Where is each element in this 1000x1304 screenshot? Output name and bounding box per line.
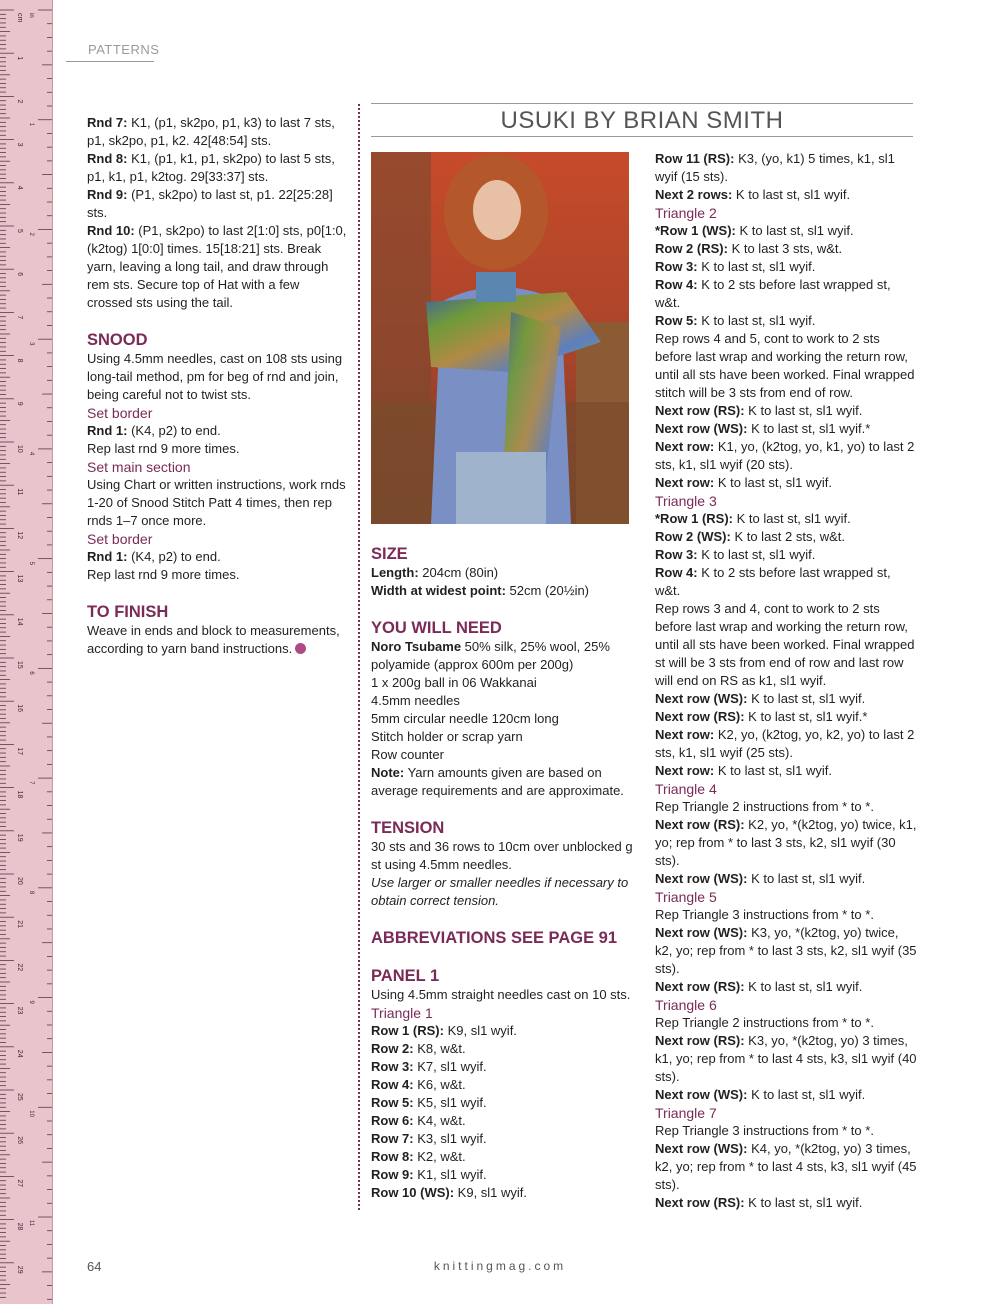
border-rep: Rep last rnd 9 more times. [87, 441, 240, 456]
ruler-cm-label: 20 [16, 877, 23, 885]
ruler-cm-label: 25 [16, 1093, 23, 1101]
t2-row4: Row 4: K to 2 sts before last wrapped st, w&t. [655, 277, 891, 310]
tension-text: 30 sts and 36 rows to 10cm over unblocked g st using 4.5mm needles. [371, 839, 633, 872]
rnd10-line: Rnd 10: (P1, sk2po) to last 2[1:0] sts, p0[1:0, (k2tog) 1[0:0] times. 15[18:21] sts. Break yarn, leaving a long tail, and draw through rem sts. Secure top of Hat with a few crossed sts using the tail. [87, 223, 347, 310]
row-line: Row 1 (RS): K9, sl1 wyif. [371, 1023, 517, 1038]
need-item: 5mm circular needle 120cm long [371, 711, 559, 726]
ruler-cm-label: 27 [16, 1179, 23, 1188]
ruler-cm-label: 28 [16, 1222, 23, 1231]
t2-row5: Row 5: K to last st, sl1 wyif. [655, 313, 816, 328]
ruler-in-label: 5 [28, 561, 34, 565]
main-text: Using Chart or written instructions, work rnds 1-20 of Snood Stitch Patt 4 times, then rep rnds 1–7 once more. [87, 477, 346, 528]
set-main-heading: Set main section [87, 459, 191, 475]
ruler-in-label: 10 [28, 1110, 34, 1117]
ruler-cm-label: cm [16, 13, 23, 23]
t2-next3: Next row: K1, yo, (k2tog, yo, k1, yo) to last 2 sts, k1, sl1 wyif (20 sts). [655, 439, 915, 472]
t6-next1: Next row (RS): K3, yo, *(k2tog, yo) 3 times, k1, yo; rep from * to last 4 sts, k3, sl1 wyif (40 sts). [655, 1033, 917, 1084]
ruler-in-label: 7 [28, 781, 34, 785]
t3-next3: Next row: K2, yo, (k2tog, yo, k2, yo) to last 2 sts, k1, sl1 wyif (25 sts). [655, 727, 915, 760]
t4-rep: Rep Triangle 2 instructions from * to *. [655, 799, 874, 814]
row-line: Row 7: K3, sl1 wyif. [371, 1131, 487, 1146]
t7-next2: Next row (RS): K to last st, sl1 wyif. [655, 1195, 863, 1210]
ruler-in-label: 2 [28, 232, 34, 236]
ruler-cm-label: 5 [16, 229, 23, 233]
t2-next4: Next row: K to last st, sl1 wyif. [655, 475, 832, 490]
ruler-cm-label: 18 [16, 790, 23, 799]
set-border2-heading: Set border [87, 531, 153, 547]
ruler-cm-label: 16 [16, 704, 23, 712]
section-label: PATTERNS [88, 42, 160, 57]
model-wearing-shawl-image [371, 152, 629, 524]
ruler-in-label: 11 [28, 1220, 34, 1227]
ruler-in-label: 4 [28, 451, 34, 456]
triangle5-heading: Triangle 5 [655, 889, 717, 905]
t2-row2: Row 2 (RS): K to last 3 sts, w&t. [655, 241, 843, 256]
triangle2-heading: Triangle 2 [655, 205, 717, 221]
left-column [87, 114, 347, 658]
t2-rep: Rep rows 4 and 5, cont to work to 2 sts before last wrap and working the return row, until all sts have been worked. Final wrapped stitch will be 3 sts from end of row. [655, 331, 915, 400]
row11-line: Row 11 (RS): K3, (yo, k1) 5 times, k1, sl1 wyif (15 sts). [655, 151, 895, 184]
ruler-in-label: in [28, 13, 34, 18]
t2-row3: Row 3: K to last st, sl1 wyif. [655, 259, 816, 274]
need-item: 1 x 200g ball in 06 Wakkanai [371, 675, 537, 690]
width-line: Width at widest point: 52cm (20½in) [371, 583, 590, 598]
finish-heading: TO FINISH [87, 603, 169, 621]
ruler-in-label: 8 [28, 890, 34, 895]
rnd8-line: Rnd 8: K1, (p1, k1, p1, sk2po) to last 5 sts, p1, k1, p1, k2tog. 29[33:37] sts. [87, 151, 335, 184]
model-photo [371, 152, 629, 524]
t7-rep: Rep Triangle 3 instructions from * to *. [655, 1123, 874, 1138]
ruler-cm-label: 7 [16, 315, 23, 320]
row-line: Row 8: K2, w&t. [371, 1149, 466, 1164]
ruler-cm-label: 12 [16, 531, 23, 540]
triangle1-heading: Triangle 1 [371, 1005, 433, 1021]
rnd7-line: Rnd 7: K1, (p1, sk2po, p1, k3) to last 7 sts, p1, sk2po, p1, k2. 42[48:54] sts. [87, 115, 335, 148]
pattern-title: USUKI BY BRIAN SMITH [500, 107, 784, 134]
note-line: Note: Yarn amounts given are based on average requirements and are approximate. [371, 765, 624, 798]
ruler-cm-label: 9 [16, 401, 23, 406]
abbreviations-heading: ABBREVIATIONS SEE PAGE 91 [371, 929, 618, 947]
ruler-cm-label: 10 [16, 445, 23, 453]
ruler-cm-label: 15 [16, 661, 23, 669]
t7-next1: Next row (WS): K4, yo, *(k2tog, yo) 3 times, k2, yo; rep from * to last 4 sts, k3, sl1 wyif (45 sts). [655, 1141, 917, 1192]
triangle6-heading: Triangle 6 [655, 997, 717, 1013]
triangle3-heading: Triangle 3 [655, 493, 717, 509]
title-bar [371, 103, 913, 137]
t3-next1: Next row (WS): K to last st, sl1 wyif. [655, 691, 866, 706]
border2-rnd1: Rnd 1: (K4, p2) to end. [87, 549, 221, 564]
triangle4-heading: Triangle 4 [655, 781, 717, 797]
ruler-cm-label: 3 [16, 142, 23, 147]
next2-line: Next 2 rows: K to last st, sl1 wyif. [655, 187, 851, 202]
t4-next1: Next row (RS): K2, yo, *(k2tog, yo) twice, k1, yo; rep from * to last 3 sts, k2, sl1 wyif (30 sts). [655, 817, 917, 868]
row-line: Row 3: K7, sl1 wyif. [371, 1059, 487, 1074]
yarn-ball-icon [295, 643, 306, 654]
ruler-cm-label: 2 [16, 99, 23, 104]
t5-rep: Rep Triangle 3 instructions from * to *. [655, 907, 874, 922]
ruler-in-label: 1 [28, 122, 34, 127]
tension-heading: TENSION [371, 819, 445, 837]
site-url: knittingmag.com [433, 1259, 567, 1273]
row-line: Row 5: K5, sl1 wyif. [371, 1095, 487, 1110]
border-rnd1: Rnd 1: (K4, p2) to end. [87, 423, 221, 438]
ruler-cm-label: 8 [16, 358, 23, 363]
ruler-cm-label: 21 [16, 920, 23, 928]
panel-text: Using 4.5mm straight needles cast on 10 sts. [371, 987, 631, 1002]
ruler-cm-label: 6 [16, 272, 23, 277]
t2-next2: Next row (WS): K to last st, sl1 wyif.* [655, 421, 871, 436]
ruler-in-label: 3 [28, 342, 34, 346]
need-item: Row counter [371, 747, 444, 762]
right-column [655, 150, 917, 1212]
set-border-heading: Set border [87, 405, 153, 421]
ruler-cm-label: 26 [16, 1136, 23, 1144]
ruler-in-label: 6 [28, 671, 34, 675]
need-item: Stitch holder or scrap yarn [371, 729, 523, 744]
t3-next4: Next row: K to last st, sl1 wyif. [655, 763, 832, 778]
row-line: Row 6: K4, w&t. [371, 1113, 466, 1128]
snood-text: Using 4.5mm needles, cast on 108 sts using long-tail method, pm for beg of rnd and join, being careful not to twist sts. [87, 351, 343, 402]
ruler-cm-label: 13 [16, 574, 23, 583]
t2-row1: *Row 1 (WS): K to last st, sl1 wyif. [655, 223, 854, 238]
finish-text: Weave in ends and block to measurements, according to yarn band instructions. [87, 623, 340, 656]
ruler-cm-label: 11 [16, 488, 23, 496]
t5-next2: Next row (RS): K to last st, sl1 wyif. [655, 979, 863, 994]
row-line: Row 4: K6, w&t. [371, 1077, 466, 1092]
ruler-cm-label: 24 [16, 1049, 23, 1058]
t5-next1: Next row (WS): K3, yo, *(k2tog, yo) twice, k2, yo; rep from * to last 3 sts, k2, sl1 wyif (35 sts). [655, 925, 917, 976]
t6-rep: Rep Triangle 2 instructions from * to *. [655, 1015, 874, 1030]
snood-heading: SNOOD [87, 331, 148, 349]
row-line: Row 9: K1, sl1 wyif. [371, 1167, 487, 1182]
t3-next2: Next row (RS): K to last st, sl1 wyif.* [655, 709, 868, 724]
need-heading: YOU WILL NEED [371, 619, 502, 637]
row-line: Row 2: K8, w&t. [371, 1041, 466, 1056]
triangle7-heading: Triangle 7 [655, 1105, 717, 1121]
t2-next1: Next row (RS): K to last st, sl1 wyif. [655, 403, 863, 418]
middle-column [371, 544, 633, 1202]
t6-next2: Next row (WS): K to last st, sl1 wyif. [655, 1087, 866, 1102]
side-ruler [0, 0, 53, 1304]
size-heading: SIZE [371, 545, 408, 563]
t4-next2: Next row (WS): K to last st, sl1 wyif. [655, 871, 866, 886]
length-line: Length: 204cm (80in) [371, 565, 499, 580]
t3-row4: Row 4: K to 2 sts before last wrapped st, w&t. [655, 565, 891, 598]
panel-heading: PANEL 1 [371, 967, 440, 985]
ruler-cm-label: 19 [16, 833, 23, 842]
t3-rep: Rep rows 3 and 4, cont to work to 2 sts before last wrap and working the return row, until all sts have been worked. Final wrapped st will be 3 sts from end of row and last row will end on RS as k1, sl1 wyif. [655, 601, 915, 688]
ruler-cm-label: 29 [16, 1265, 23, 1274]
column-divider [358, 104, 360, 1210]
ruler-cm-label: 4 [16, 185, 23, 190]
t3-row1: *Row 1 (RS): K to last st, sl1 wyif. [655, 511, 851, 526]
section-underline [66, 61, 154, 62]
border2-rep: Rep last rnd 9 more times. [87, 567, 240, 582]
ruler-cm-label: 23 [16, 1006, 23, 1015]
ruler-cm-label: 17 [16, 747, 23, 756]
t3-row3: Row 3: K to last st, sl1 wyif. [655, 547, 816, 562]
rnd9-line: Rnd 9: (P1, sk2po) to last st, p1. 22[25:28] sts. [87, 187, 333, 220]
need-item: 4.5mm needles [371, 693, 460, 708]
ruler-graphic [0, 0, 52, 1304]
ruler-cm-label: 22 [16, 963, 23, 972]
ruler-in-label: 9 [28, 1000, 34, 1004]
yarn-line: Noro Tsubame 50% silk, 25% wool, 25% polyamide (approx 600m per 200g) [371, 639, 610, 672]
ruler-cm-label: 14 [16, 617, 23, 626]
row-line: Row 10 (WS): K9, sl1 wyif. [371, 1185, 528, 1200]
ruler-cm-label: 1 [16, 56, 23, 61]
t3-row2: Row 2 (WS): K to last 2 sts, w&t. [655, 529, 845, 544]
page-number: 64 [87, 1259, 102, 1274]
tension-note: Use larger or smaller needles if necessary to obtain correct tension. [371, 875, 629, 908]
